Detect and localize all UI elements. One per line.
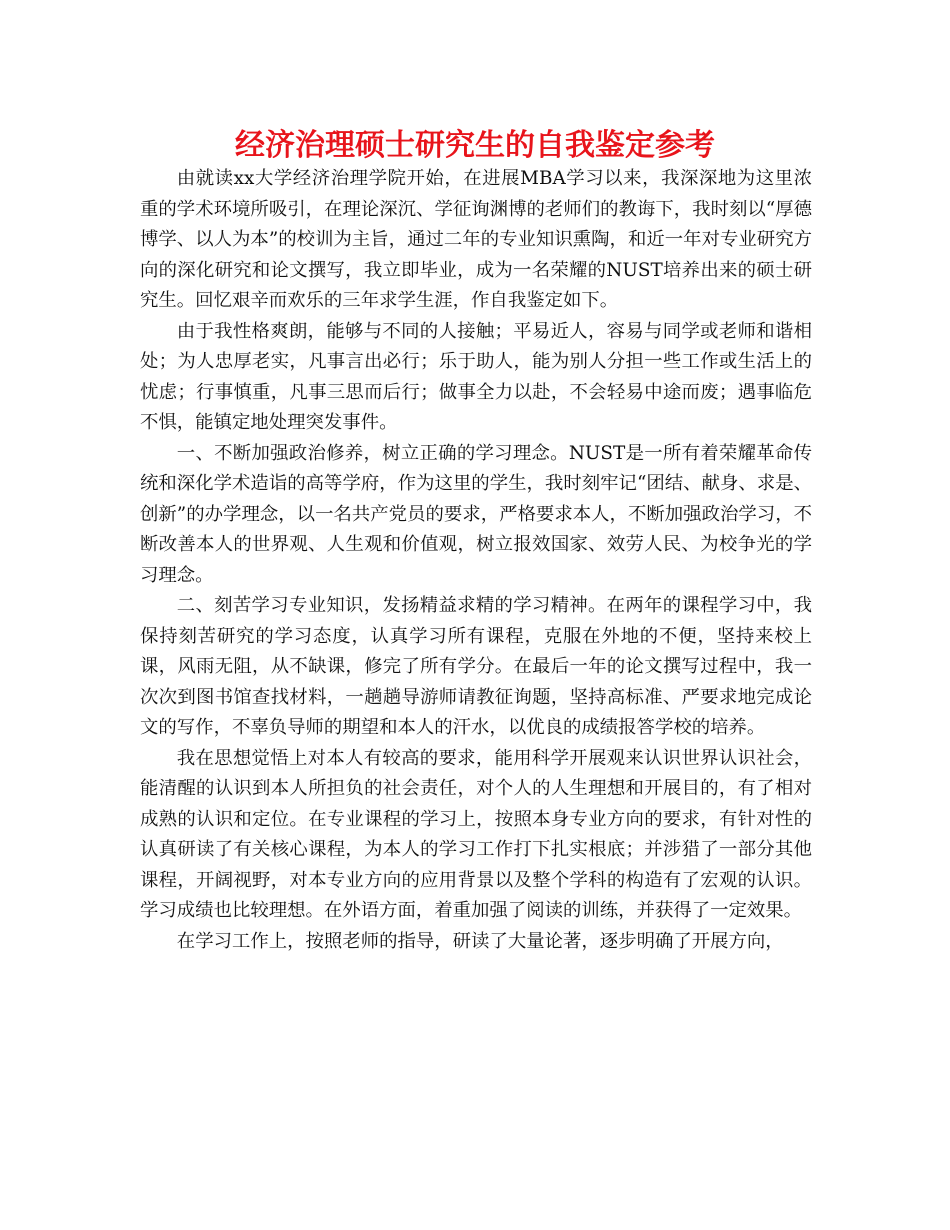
paragraph-personality: 由于我性格爽朗，能够与不同的人接触；平易近人，容易与同学或老师和谐相处；为人忠厚老实，凡事言出必行；乐于助人，能为别人分担一些工作或生活上的忧虑；行事慎重，凡事三思而后行；做事全力以赴，不会轻易中途而废；遇事临危不惧，能镇定地处理突发事件。	[140, 320, 812, 433]
paragraph-study: 二、刻苦学习专业知识，发扬精益求精的学习精神。在两年的课程学习中，我保持刻苦研究的学习态度，认真学习所有课程，克服在外地的不便，坚持来校上课，风雨无阻，从不缺课，修完了所有学分。在最后一年的论文撰写过程中，我一次次到图书馆查找材料，一趟趟导游师请教征询题，坚持高标准、严要求地完成论文的写作，不辜负导师的期望和本人的汗水，以优良的成绩报答学校的培养。	[140, 595, 812, 738]
paragraph-political: 一、不断加强政治修养，树立正确的学习理念。NUST是一所有着荣耀革命传统和深化学术造诣的高等学府，作为这里的学生，我时刻牢记“团结、献身、求是、创新”的办学理念，以一名共产党员的要求，严格要求本人，不断加强政治学习，不断改善本人的世界观、人生观和价值观，树立报效国家、效劳人民、为校争光的学习理念。	[140, 442, 812, 586]
paragraph-intro: 由就读xx大学经济治理学院开始，在进展MBA学习以来，我深深地为这里浓重的学术环境所吸引，在理论深沉、学征询渊博的老师们的教诲下，我时刻以“厚德博学、以人为本”的校训为主旨，通过二年的专业知识熏陶，和近一年对专业研究方向的深化研究和论文撰写，我立即毕业，成为一名荣耀的NUST培养出来的硕士研究生。回忆艰辛而欢乐的三年求学生涯，作自我鉴定如下。	[140, 168, 812, 311]
document-body	[140, 164, 812, 957]
paragraph-research: 在学习工作上，按照老师的指导，研读了大量论著，逐步明确了开展方向，	[176, 930, 784, 952]
paragraph-thought: 我在思想觉悟上对本人有较高的要求，能用科学开展观来认识世界认识社会，能清醒的认识到本人所担负的社会责任，对个人的人生理想和开展目的，有了相对成熟的认识和定位。在专业课程的学习上，按照本身专业方向的要求，有针对性的认真研读了有关核心课程，为本人的学习工作打下扎实根底；并涉猎了一部分其他课程，开阔视野，对本专业方向的应用背景以及整个学科的构造有了宏观的认识。学习成绩也比较理想。在外语方面，着重加强了阅读的训练，并获得了一定效果。	[140, 747, 812, 921]
document-title: 经济治理硕士研究生的自我鉴定参考	[235, 128, 715, 163]
